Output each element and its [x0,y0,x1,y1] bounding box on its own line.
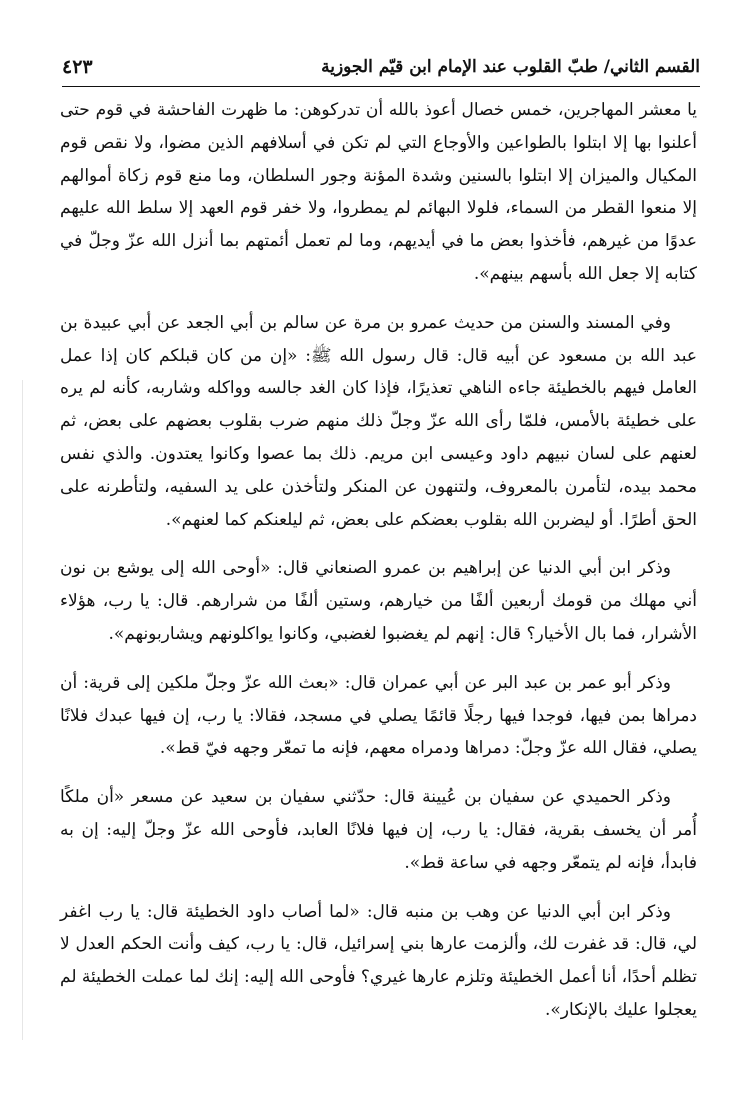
running-title: القسم الثاني/ طبّ القلوب عند الإمام ابن قيّم الجوزية [321,57,700,77]
paragraph: وذكر أبو عمر بن عبد البر عن أبي عمران قال: «بعث الله عزّ وجلّ ملكين إلى قرية: أن دمراها بمن فيها، فوجدا فيها رجلًا قائمًا يصلي في مسجد، فقالا: يا رب، إن فيها عبدك فلانًا يصلي، فقال الله عزّ وجلّ: دمراها ودمراه معهم، فإنه ما تمعّر وجهه فيّ قط». [60,672,697,759]
page-number: ٤٢٣ [62,56,93,78]
scan-edge-line [22,380,23,1040]
paragraph: يا معشر المهاجرين، خمس خصال أعوذ بالله أن تدركوهن: ما ظهرت الفاحشة في قوم حتى أعلنوا بها إلا ابتلوا بالطواعين والأوجاع التي لم تكن في أسلافهم الذين مضوا، ولا نقص قوم المكيال والميزان إلا ابتلوا بالسنين وشدة المؤنة وجور السلطان، وما منع قوم زكاة أموالهم إلا منعوا القطر من السماء، فلولا البهائم لم يمطروا، ولا خفر قوم العهد إلا سلط الله عليهم عدوًا من غيرهم، فأخذوا بعض ما في أيديهم، وما لم تعمل أئمتهم بما أنزل الله عزّ وجلّ في كتابه إلا جعل الله بأسهم بينهم». [60,100,697,284]
paragraph: وذكر ابن أبي الدنيا عن إبراهيم بن عمرو الصنعاني قال: «أوحى الله إلى يوشع بن نون أني مهلك من قومك أربعين ألفًا من خيارهم، وستين ألفًا من شرارهم. قال: يا رب، هؤلاء الأشرار، فما بال الأخيار؟ قال: إنهم لم يغضبوا لغضبي، وكانوا يواكلونهم ويشاربونهم». [60,558,697,644]
page-header [62,48,700,87]
paragraph: وذكر ابن أبي الدنيا عن وهب بن منبه قال: «لما أصاب داود الخطيئة قال: يا رب اغفر لي، قال: قد غفرت لك، وألزمت عارها بني إسرائيل، قال: يا رب، كيف وأنت الحكم العدل لا تظلم أحدًا، أنا أعمل الخطيئة وتلزم عارها غيري؟ فأوحى الله إليه: إنك لما عملت الخطيئة لم يعجلوا عليك بالإنكار». [60,901,697,1020]
paragraph: وفي المسند والسنن من حديث عمرو بن مرة عن سالم بن أبي الجعد عن أبي عبيدة بن عبد الله بن مسعود عن أبيه قال: قال رسول الله ﷺ: «إن من كان قبلكم كان إذا عمل العامل فيهم بالخطيئة جاءه الناهي تعذيرًا، فإذا كان الغد جالسه وواكله وشاربه، كأنه لم يره على خطيئة بالأمس، فلمّا رأى الله عزّ وجلّ ذلك منهم ضرب بقلوب بعضهم على بعض، ثم لعنهم على لسان نبيهم داود وعيسى ابن مريم. ذلك بما عصوا وكانوا يعتدون. والذي نفس محمد بيده، لتأمرن بالمعروف، ولتنهون عن المنكر ولتأخذن على يد السفيه، ولتأطرنه على الحق أطرًا. أو ليضربن الله بقلوب بعضكم على بعض، ثم ليلعنكم كما لعنهم». [60,312,697,530]
body-text [60,94,697,1027]
paragraph: وذكر الحميدي عن سفيان بن عُيينة قال: حدّثني سفيان بن سعيد عن مسعر «أن ملكًا أُمر أن يخسف بقرية، فقال: يا رب، إن فيها فلانًا العابد، فأوحى الله عزّ وجلّ إليه: إن به فابدأ، فإنه لم يتمعّر وجهه في ساعة قط». [60,787,697,873]
